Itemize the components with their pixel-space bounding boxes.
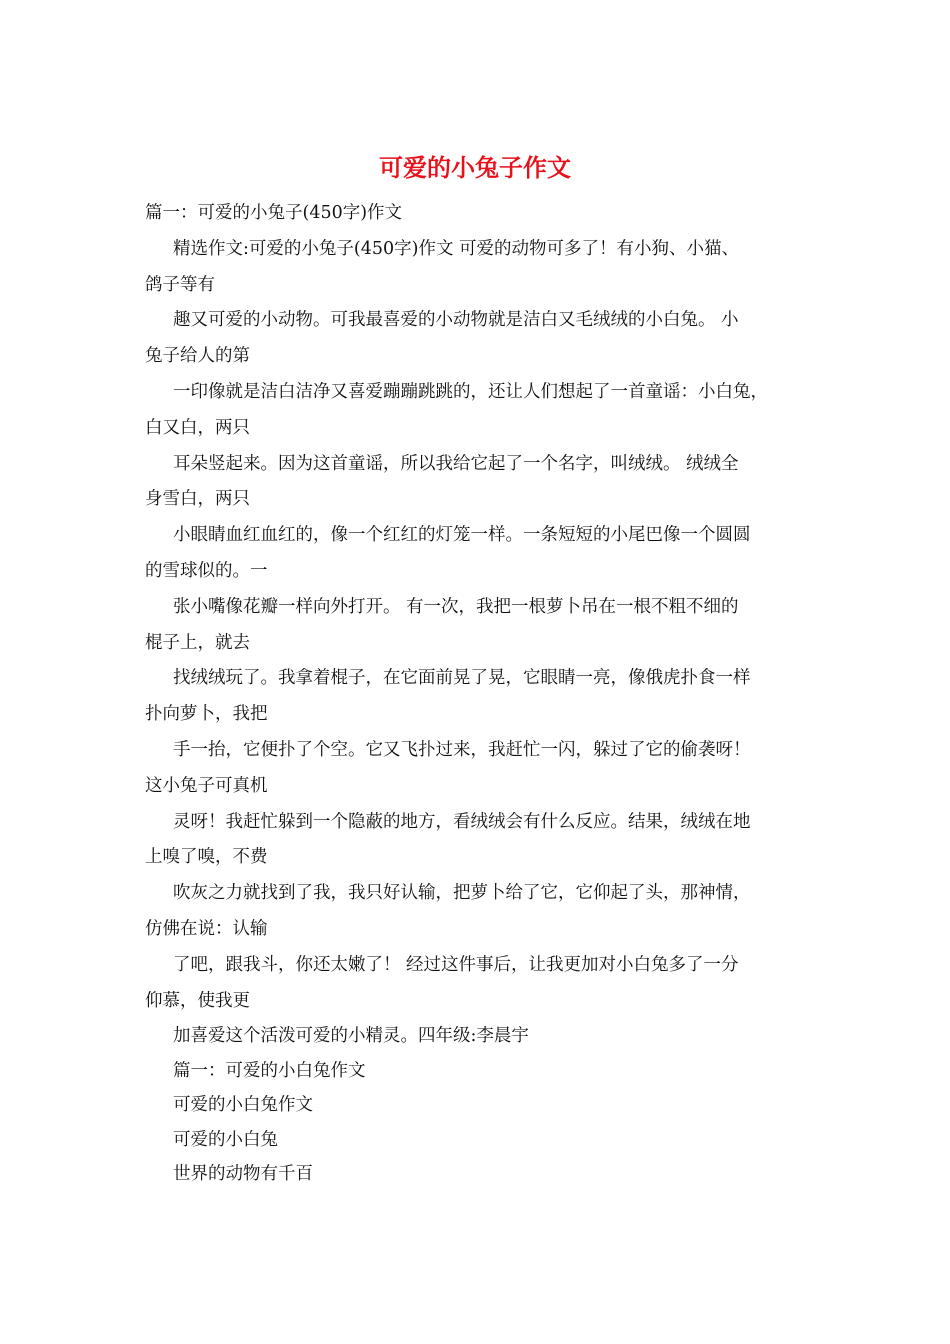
paragraph-line: 这小兔子可真机 [145,775,268,796]
paragraph-line: 仿佛在说：认输 [145,918,268,939]
paragraph-line: 可爱的小白兔作文 [173,1095,313,1116]
document-body [145,196,825,1191]
paragraph-line: 可爱的小白兔 [173,1129,278,1150]
paragraph-line: 手一抬，它便扑了个空。它又飞扑过来，我赶忙一闪，躲过了它的偷袭呀！ [173,739,751,760]
paragraph-line: 吹灰之力就找到了我，我只好认输，把萝卜给了它，它仰起了头，那神情， [173,883,751,904]
paragraph-line: 篇一：可爱的小兔子(450字)作文 [145,203,403,223]
paragraph-line: 精选作文:可爱的小兔子(450字)作文 可爱的动物可多了！有小狗、小猫、 [173,238,740,259]
section-heading: 篇一：可爱的小白兔作文 [173,1060,366,1081]
paragraph-line: 世界的动物有千百 [173,1163,313,1184]
paragraph-line: 扑向萝卜，我把 [145,704,268,725]
paragraph-line: 张小嘴像花瓣一样向外打开。 有一次，我把一根萝卜吊在一根不粗不细的 [173,596,739,617]
paragraph-line: 棍子上，就去 [145,632,250,653]
paragraph-line: 身雪白，两只 [145,489,250,510]
paragraph-line: 上嗅了嗅，不费 [145,847,268,868]
paragraph-line: 耳朵竖起来。因为这首童谣，所以我给它起了一个名字，叫绒绒。 绒绒全 [173,453,739,474]
document-title: 可爱的小兔子作文 [379,153,571,182]
paragraph-line: 白又白，两只 [145,417,250,438]
paragraph-line: 加喜爱这个活泼可爱的小精灵。四年级:李晨宇 [173,1026,529,1047]
paragraph-line: 鸽子等有 [145,274,215,295]
paragraph-line: 趣又可爱的小动物。可我最喜爱的小动物就是洁白又毛绒绒的小白兔。 小 [173,310,739,331]
paragraph-line: 仰慕，使我更 [145,990,250,1011]
paragraph-line: 的雪球似的。一 [145,560,268,581]
paragraph-line: 小眼睛血红血红的，像一个红红的灯笼一样。一条短短的小尾巴像一个圆圆 [173,525,751,546]
paragraph-line: 兔子给人的第 [145,346,250,367]
paragraph-line: 灵呀！我赶忙躲到一个隐蔽的地方，看绒绒会有什么反应。结果，绒绒在地 [173,811,751,832]
paragraph-line: 了吧，跟我斗，你还太嫩了！ 经过这件事后，让我更加对小白兔多了一分 [173,954,739,975]
paragraph-line: 一印像就是洁白洁净又喜爱蹦蹦跳跳的，还让人们想起了一首童谣：小白兔， [173,381,768,402]
paragraph-line: 找绒绒玩了。我拿着棍子，在它面前晃了晃，它眼睛一亮，像俄虎扑食一样 [173,668,751,689]
